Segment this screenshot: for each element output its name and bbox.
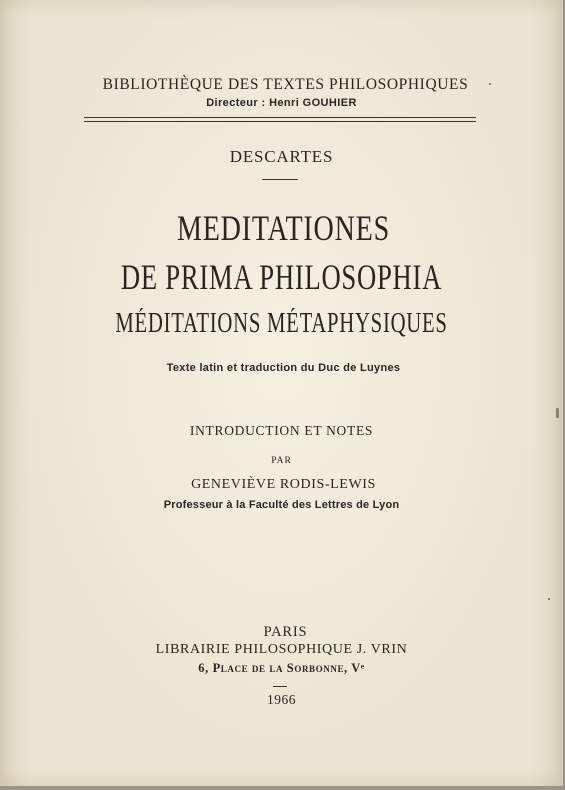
author-divider [262,179,298,180]
subtitle: Texte latin et traduction du Duc de Luynes [166,362,401,374]
title-line-2: DE PRIMA PHILOSOPHIA [120,257,443,297]
editor-title: Professeur à la Faculté des Lettres de Lyon [163,499,400,511]
title-line-1: MEDITATIONES [176,208,391,248]
author-name: DESCARTES [229,147,334,166]
series-director: Directeur : Henri GOUHIER [206,97,357,109]
introduction-label: INTRODUCTION ET NOTES [189,423,374,438]
publisher-name: LIBRAIRIE PHILOSOPHIQUE J. VRIN [155,642,408,657]
editor-name: GENEVIÈVE RODIS-LEWIS [191,477,376,492]
header-rule-bottom [84,121,476,122]
paper-speck [548,598,550,600]
title-line-3: MÉDITATIONS MÉTAPHYSIQUES [115,308,448,339]
publisher-city: PARIS [263,624,308,640]
par-label: PAR [271,456,292,466]
paper-mark [556,408,559,418]
publisher-address: 6, Place de la Sorbonne, Vᵉ [198,661,365,675]
header-rule-top [84,117,476,118]
year-divider [273,686,287,687]
publication-year: 1966 [267,692,296,707]
series-title: BIBLIOTHÈQUE DES TEXTES PHILOSOPHIQUES [102,76,469,93]
paper-speck [489,83,491,85]
